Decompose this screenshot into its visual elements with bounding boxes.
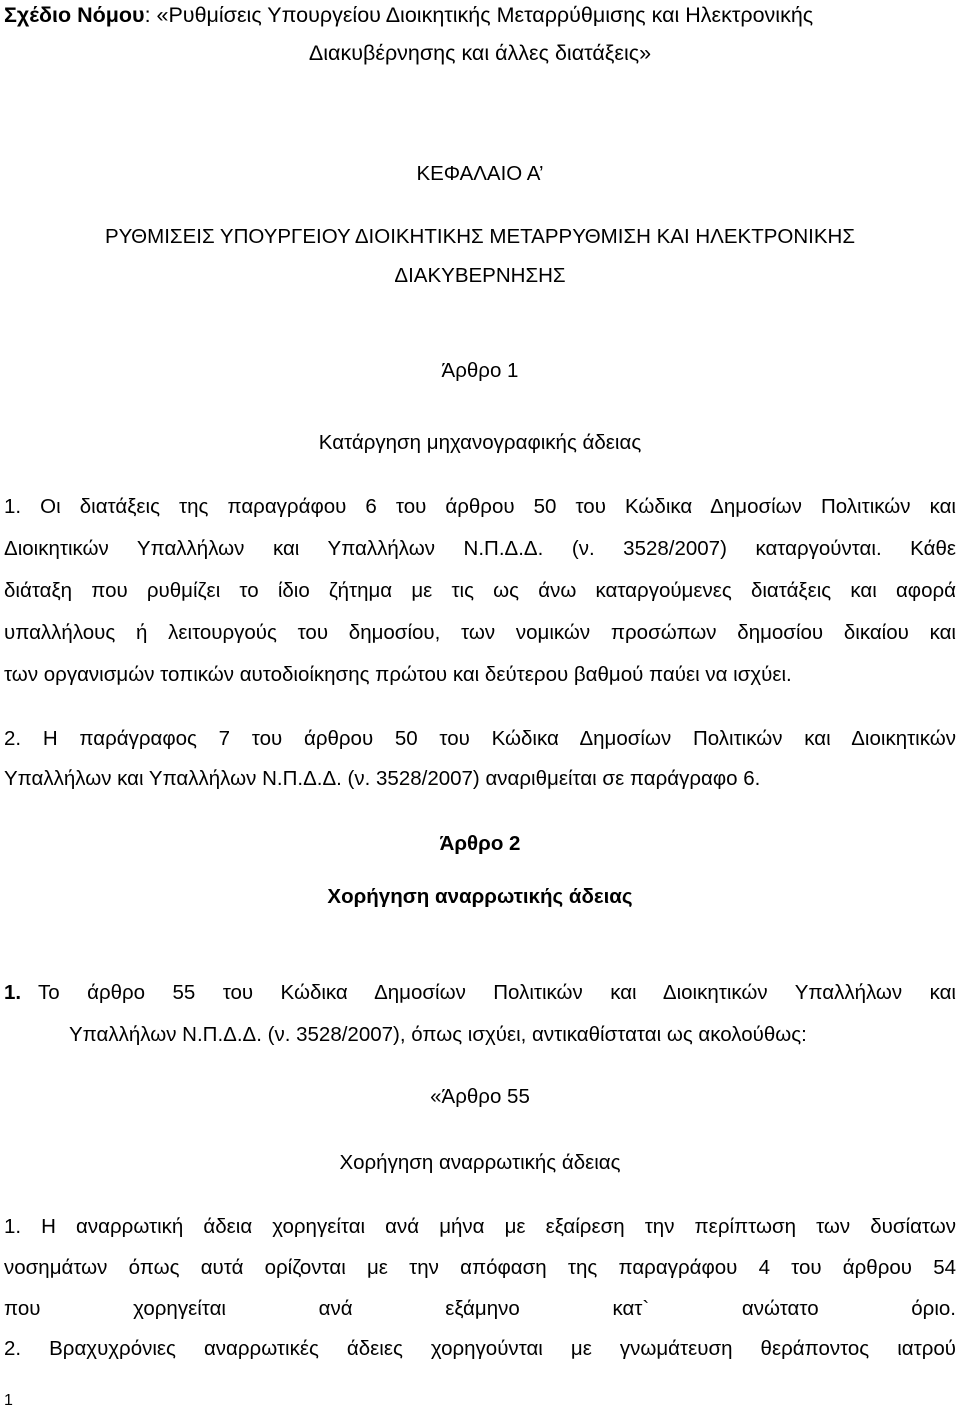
article-2-number: Άρθρο 2 xyxy=(439,832,521,855)
page-number: 1 xyxy=(4,1392,13,1409)
article-2-paragraph-1-line: Το άρθρο 55 του Κώδικα Δημοσίων Πολιτικών και Διοικητικών Υπαλλήλων και xyxy=(38,981,956,1004)
article-1-paragraph-1-line: διάταξη που ρυθμίζει το ίδιο ζήτημα με τις ως άνω καταργούμενες διατάξεις και αφορά xyxy=(4,579,956,602)
document-title-label: Σχέδιο Νόμου xyxy=(4,3,145,27)
article-2-paragraph-1-number: 1. xyxy=(4,981,22,1004)
document-title-line-1 xyxy=(4,2,813,28)
article-1-paragraph-2-line: Υπαλλήλων και Υπαλλήλων Ν.Π.Δ.Δ. (ν. 3528/2007) αναριθμείται σε παράγραφο 6. xyxy=(4,767,761,790)
article-1-paragraph-1-line: των οργανισμών τοπικών αυτοδιοίκησης πρώτου και δεύτερου βαθμού παύει να ισχύει. xyxy=(4,663,792,686)
article-2-title: Χορήγηση αναρρωτικής άδειας xyxy=(327,885,633,908)
chapter-heading-line-1: ΡΥΘΜΙΣΕΙΣ ΥΠΟΥΡΓΕΙΟΥ ΔΙΟΙΚΗΤΙΚΗΣ ΜΕΤΑΡΡΥΘΜΙΣΗ ΚΑΙ ΗΛΕΚΤΡΟΝΙΚΗΣ xyxy=(104,225,855,248)
quoted-article-number: «Άρθρο 55 xyxy=(430,1085,530,1108)
quoted-paragraph-1-line: νοσημάτων όπως αυτά ορίζονται με την απόφαση της παραγράφου 4 του άρθρου 54 xyxy=(4,1256,956,1279)
document-title-line-2: Διακυβέρνησης και άλλες διατάξεις» xyxy=(308,41,652,65)
article-1-paragraph-1-line: Διοικητικών Υπαλλήλων και Υπαλλήλων Ν.Π.Δ.Δ. (ν. 3528/2007) καταργούνται. Κάθε xyxy=(4,537,956,560)
chapter-heading-line-2: ΔΙΑΚΥΒΕΡΝΗΣΗΣ xyxy=(394,264,566,287)
quoted-paragraph-1-line: 1. Η αναρρωτική άδεια χορηγείται ανά μήνα με εξαίρεση την περίπτωση των δυσίατων xyxy=(4,1215,956,1238)
article-2-paragraph-1-line: Υπαλλήλων Ν.Π.Δ.Δ. (ν. 3528/2007), όπως ισχύει, αντικαθίσταται ως ακολούθως: xyxy=(69,1023,807,1046)
document-title-text: : «Ρυθμίσεις Υπουργείου Διοικητικής Μεταρρύθμισης και Ηλεκτρονικής xyxy=(144,3,814,27)
article-1-paragraph-1-line: υπαλλήλους ή λειτουργούς του δημοσίου, των νομικών προσώπων δημοσίου δικαίου και xyxy=(4,621,956,644)
article-1-title: Κατάργηση μηχανογραφικής άδειας xyxy=(318,431,642,454)
article-1-paragraph-1-line: 1. Οι διατάξεις της παραγράφου 6 του άρθρου 50 του Κώδικα Δημοσίων Πολιτικών και xyxy=(4,495,956,518)
article-1-number: Άρθρο 1 xyxy=(441,359,519,382)
quoted-paragraph-1-line: που χορηγείται ανά εξάμηνο κατ` ανώτατο όριο. xyxy=(4,1297,956,1320)
chapter-label: ΚΕΦΑΛΑΙΟ Α’ xyxy=(416,162,544,185)
article-1-paragraph-2-line: 2. Η παράγραφος 7 του άρθρου 50 του Κώδικα Δημοσίων Πολιτικών και Διοικητικών xyxy=(4,727,956,750)
quoted-article-title: Χορήγηση αναρρωτικής άδειας xyxy=(339,1151,621,1174)
quoted-paragraph-2-line: 2. Βραχυχρόνιες αναρρωτικές άδειες χορηγούνται με γνωμάτευση θεράποντος ιατρού xyxy=(4,1337,956,1360)
